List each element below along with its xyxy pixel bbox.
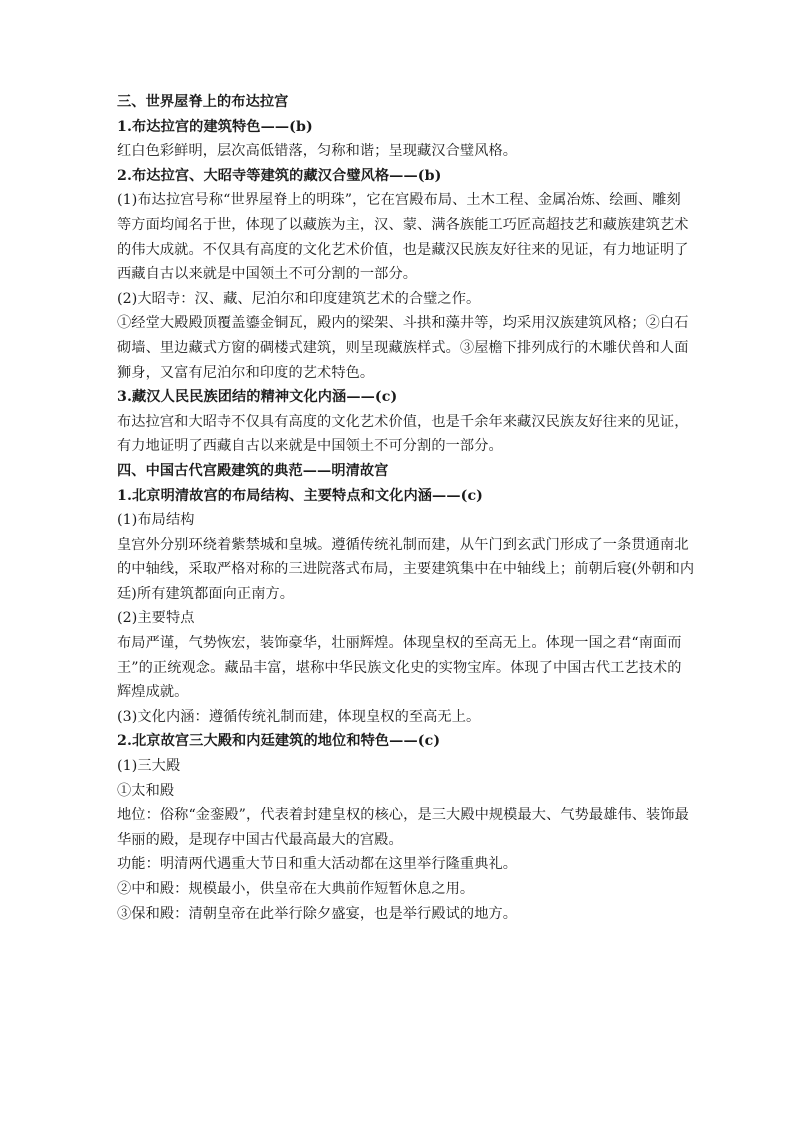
section-heading: 三、世界屋脊上的布达拉宫 — [117, 94, 289, 110]
text-line: ①太和殿 — [117, 782, 175, 799]
text-line: 布达拉宫和大昭寺不仅具有高度的文化艺术价值，也是千余年来藏汉民族友好往来的见证， — [117, 413, 689, 430]
text-line: (2)主要特点 — [117, 610, 195, 627]
text-line: 等方面均闻名于世，体现了以藏族为主，汉、蒙、满各族能工巧匠高超技艺和藏族建筑艺术 — [117, 216, 689, 233]
text-line: ①经堂大殿殿顶覆盖鎏金铜瓦，殿内的梁架、斗拱和藻井等，均采用汉族建筑风格；②白石 — [117, 315, 689, 332]
text-line: 辉煌成就。 — [117, 684, 189, 701]
section-heading: 3.藏汉人民民族团结的精神文化内涵——(c) — [117, 389, 398, 406]
text-line: 砌墙、里边藏式方窗的碉楼式建筑，则呈现藏族样式。③屋檐下排列成行的木雕伏兽和人面 — [117, 339, 689, 356]
text-line: 地位：俗称“金銮殿”，代表着封建皇权的核心，是三大殿中规模最大、气势最雄伟、装饰最 — [117, 807, 689, 824]
document-body — [117, 90, 695, 926]
text-line: 王”的正统观念。藏品丰富，堪称中华民族文化史的实物宝库。体现了中国古代工艺技术的 — [117, 659, 682, 676]
section-heading: 四、中国古代宫殿建筑的典范——明清故宫 — [117, 462, 389, 479]
section-heading: 2.北京故宫三大殿和内廷建筑的地位和特色——(c) — [117, 733, 441, 750]
text-line: 的中轴线，采取严格对称的三进院落式布局，主要建筑集中在中轴线上；前朝后寝(外朝和内 — [117, 561, 695, 578]
text-line: (1)三大殿 — [117, 758, 181, 775]
text-line: (1)布达拉宫号称“世界屋脊上的明珠”，它在宫殿布局、土木工程、金属冶炼、绘画、雕刻 — [117, 192, 681, 209]
text-line: 皇宫外分别环绕着紫禁城和皇城。遵循传统礼制而建，从午门到玄武门形成了一条贯通南北 — [117, 536, 689, 553]
section-heading: 1.北京明清故宫的布局结构、主要特点和文化内涵——(c) — [117, 487, 483, 504]
text-line: 布局严谨，气势恢宏，装饰豪华，壮丽辉煌。体现皇权的至高无上。体现一国之君“南面而 — [117, 635, 682, 652]
text-line: (2)大昭寺：汉、藏、尼泊尔和印度建筑艺术的合璧之作。 — [117, 290, 481, 307]
text-line: 狮身，又富有尼泊尔和印度的艺术特色。 — [117, 364, 375, 381]
text-line: 的伟大成就。不仅具有高度的文化艺术价值，也是藏汉民族友好往来的见证，有力地证明了 — [117, 241, 689, 258]
text-line: ③保和殿：清朝皇帝在此举行除夕盛宴，也是举行殿试的地方。 — [117, 905, 518, 922]
text-line: (3)文化内涵：遵循传统礼制而建，体现皇权的至高无上。 — [117, 708, 481, 725]
text-line: ②中和殿：规模最小，供皇帝在大典前作短暂休息之用。 — [117, 881, 475, 897]
text-line: 西藏自古以来就是中国领土不可分割的一部分。 — [117, 266, 418, 283]
text-line: 功能：明清两代遇重大节日和重大活动都在这里举行隆重典礼。 — [117, 856, 518, 873]
text-line: 廷)所有建筑都面向正南方。 — [117, 585, 295, 602]
text-line: 红白色彩鲜明，层次高低错落，匀称和谐；呈现藏汉合璧风格。 — [117, 143, 518, 160]
text-line: (1)布局结构 — [117, 512, 195, 529]
text-line: 华丽的殿，是现存中国古代最高最大的宫殿。 — [117, 831, 403, 848]
section-heading: 1.布达拉宫的建筑特色——(b) — [117, 118, 313, 135]
section-heading: 2.布达拉宫、大昭寺等建筑的藏汉合璧风格——(b) — [117, 167, 442, 184]
text-line: 有力地证明了西藏自古以来就是中国领土不可分割的一部分。 — [117, 438, 503, 455]
